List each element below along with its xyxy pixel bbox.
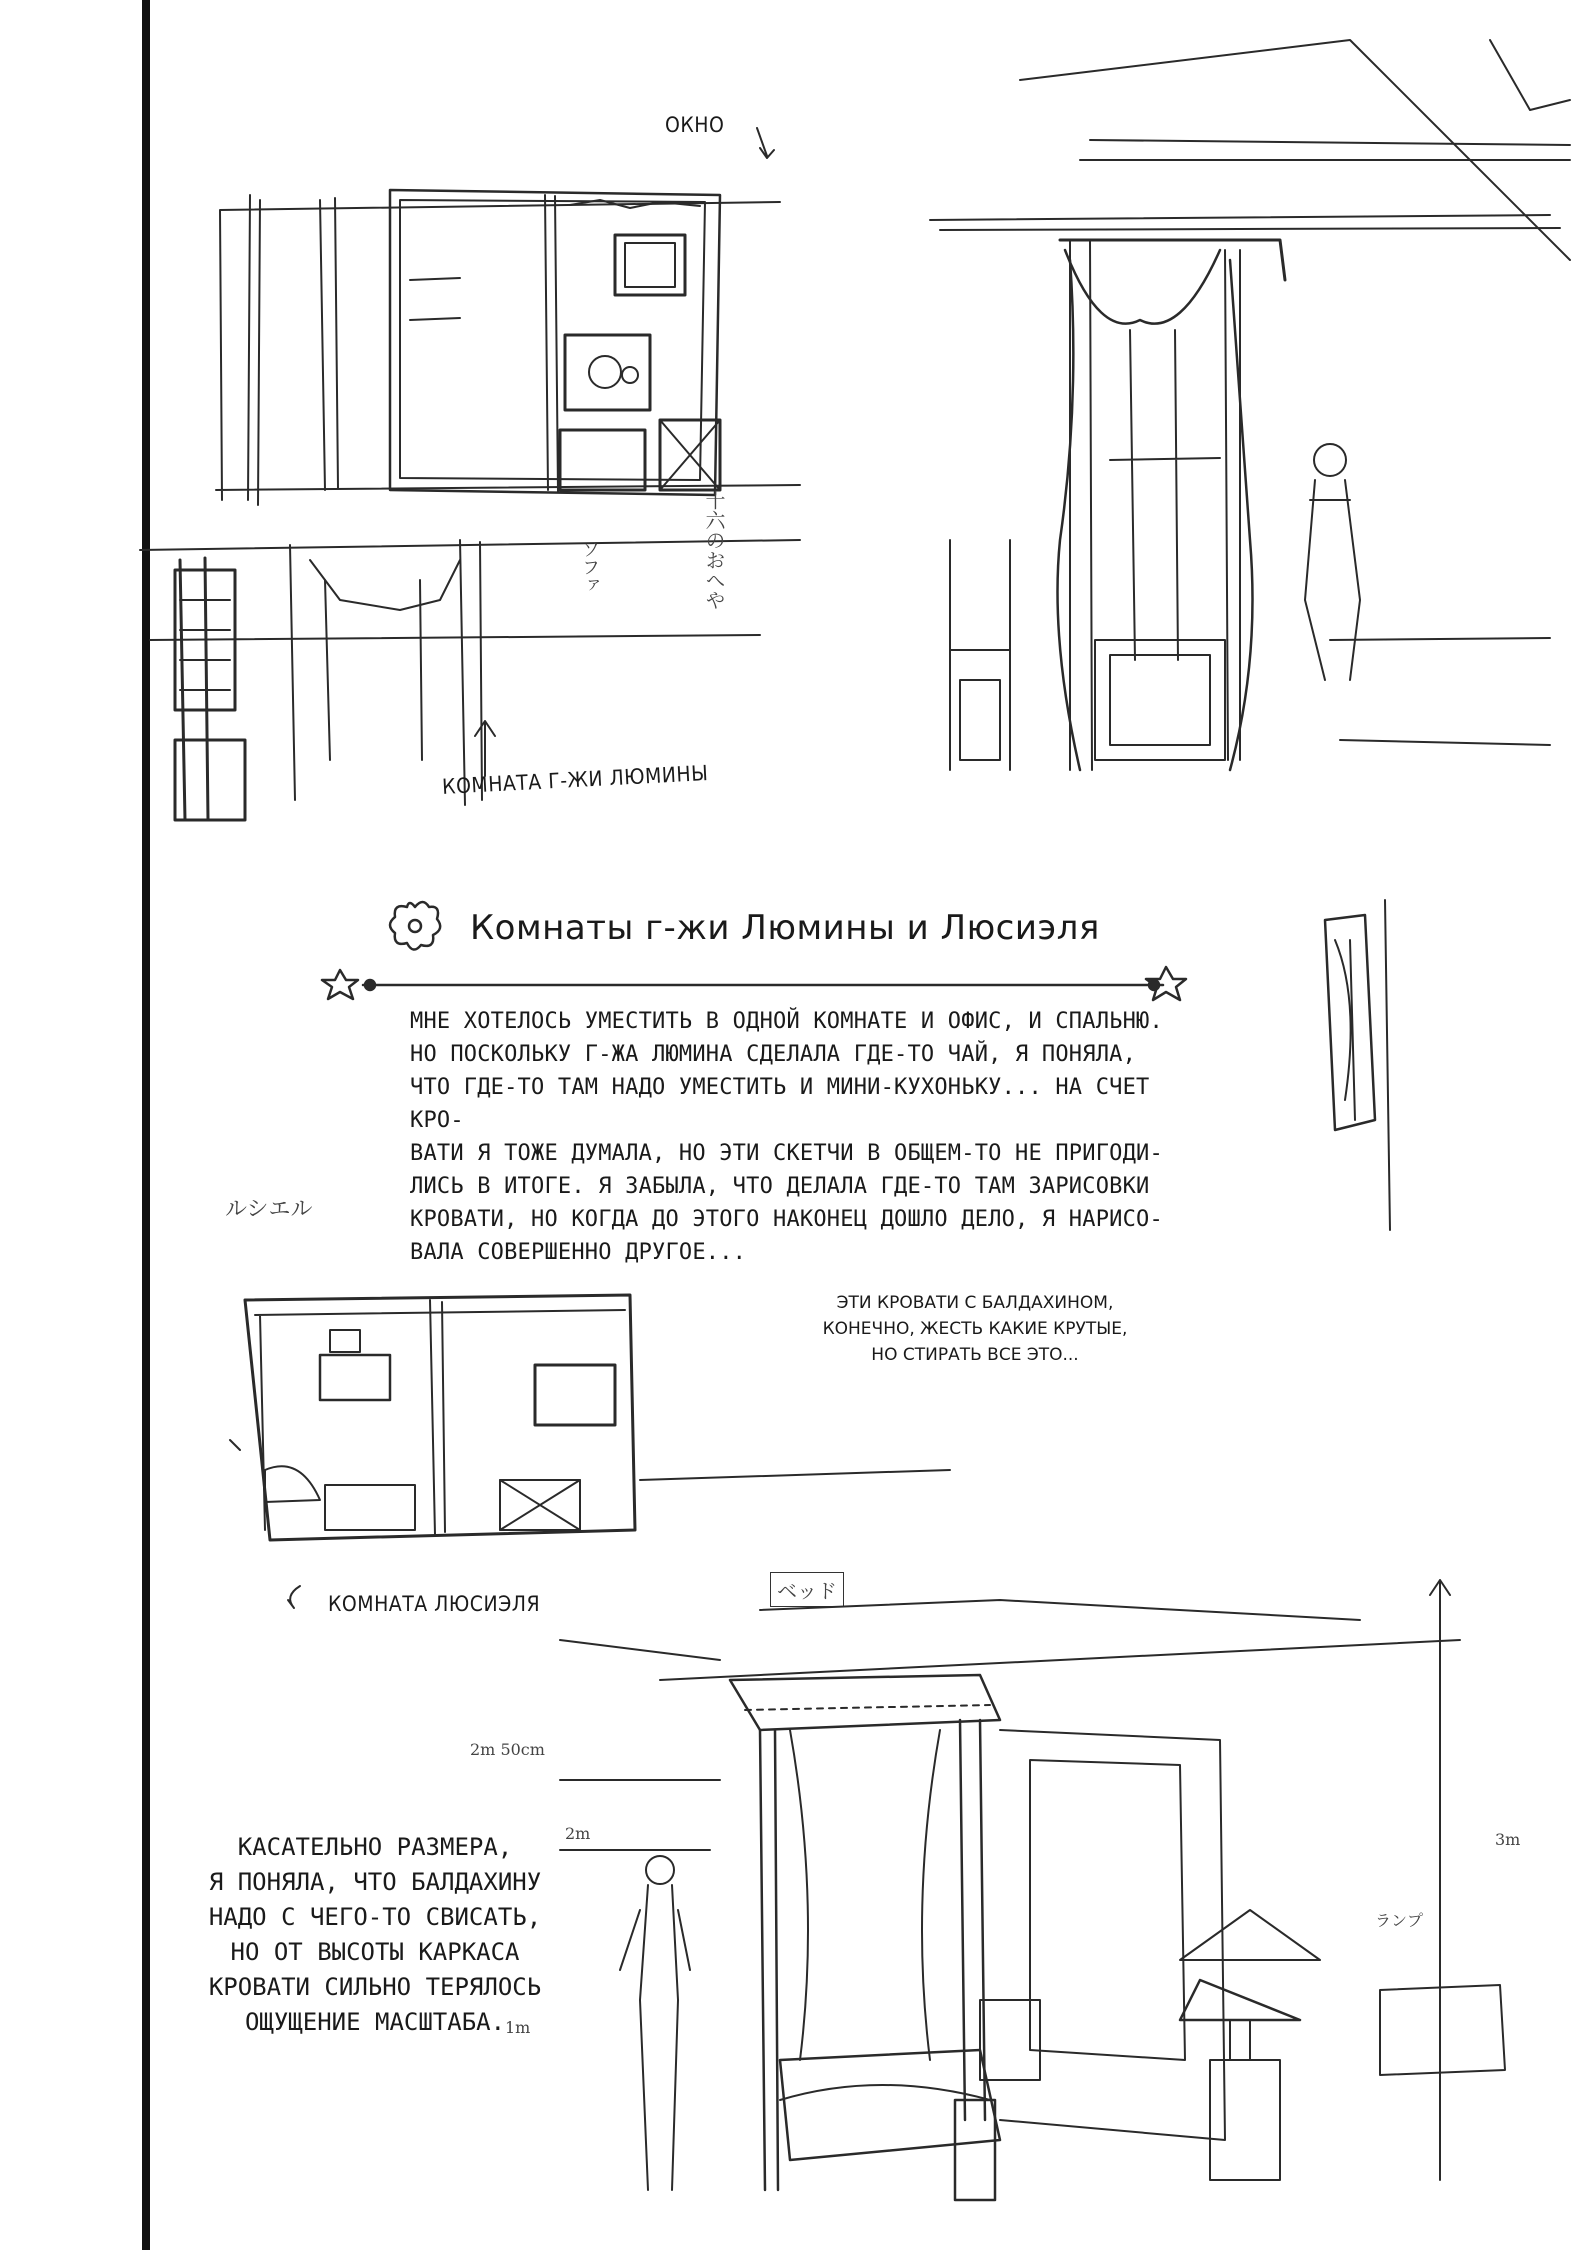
- canopy-note-line: ЭТИ КРОВАТИ С БАЛДАХИНОМ,: [836, 1293, 1114, 1313]
- canopy-note-line: КОНЕЧНО, ЖЕСТЬ КАКИЕ КРУТЫЕ,: [822, 1319, 1128, 1339]
- scale-mark: 1m: [505, 2018, 531, 2037]
- canopy-note-line: НО СТИРАТЬ ВСЕ ЭТО...: [871, 1345, 1079, 1365]
- scribble-note: ソファ: [579, 540, 600, 594]
- size-note: [195, 1830, 555, 2040]
- canopy-note: [815, 1290, 1135, 1368]
- paragraph-line: ЛИСЬ В ИТОГЕ. Я ЗАБЫЛА, ЧТО ДЕЛАЛА ГДЕ-ТО ТАМ ЗАРИСОВКИ: [410, 1174, 1150, 1199]
- paragraph-line: КРОВАТИ, НО КОГДА ДО ЭТОГО НАКОНЕЦ ДОШЛО ДЕЛО, Я НАРИСО-: [410, 1207, 1163, 1232]
- sketch-tall-figure: [1305, 900, 1395, 1240]
- label-lumina-room: КОМНАТА Г-ЖИ ЛЮМИНЫ: [441, 761, 709, 799]
- section-title: Комнаты г-жи Люмины и Люсиэля: [470, 908, 1100, 948]
- scribble-note: 十六のおへや: [702, 490, 726, 610]
- size-note-line: КАСАТЕЛЬНО РАЗМЕРА,: [237, 1833, 513, 1861]
- label-window: ОКНО: [665, 113, 725, 137]
- size-note-line: КРОВАТИ СИЛЬНО ТЕРЯЛОСЬ: [208, 1973, 542, 2001]
- paragraph-line: НО ПОСКОЛЬКУ Г-ЖА ЛЮМИНА СДЕЛАЛА ГДЕ-ТО ЧАЙ, Я ПОНЯЛА,: [410, 1042, 1137, 1067]
- paragraph-line: ВАТИ Я ТОЖЕ ДУМАЛА, НО ЭТИ СКЕТЧИ В ОБЩЕМ-ТО НЕ ПРИГОДИ-: [410, 1141, 1163, 1166]
- sketch-window-curtains: [930, 40, 1570, 840]
- scale-mark: 2m: [565, 1824, 591, 1843]
- page-border: [142, 0, 150, 2250]
- size-note-line: Я ПОНЯЛА, ЧТО БАЛДАХИНУ: [208, 1868, 542, 1896]
- arrow-up-icon: [470, 718, 500, 778]
- section-paragraph: [410, 1005, 1170, 1269]
- arrow-down-icon: [752, 126, 782, 166]
- size-note-line: НО ОТ ВЫСОТЫ КАРКАСА: [230, 1938, 520, 1966]
- flower-icon: [385, 897, 445, 955]
- size-note-line: ОЩУЩЕНИЕ МАСШТАБА.: [244, 2008, 506, 2036]
- label-lucielle-room: КОМНАТА ЛЮСИЭЛЯ: [328, 1592, 541, 1616]
- paragraph-line: ВАЛА СОВЕРШЕННО ДРУГОЕ...: [410, 1240, 747, 1265]
- paragraph-line: ЧТО ГДЕ-ТО ТАМ НАДО УМЕСТИТЬ И МИНИ-КУХОНЬКУ... НА СЧЕТ КРО-: [410, 1075, 1150, 1133]
- arrow-curved-icon: [280, 1582, 310, 1612]
- scale-mark: 2m 50cm: [470, 1740, 545, 1759]
- annotation-bed: ベッド: [770, 1572, 844, 1607]
- scale-mark: 3m: [1495, 1830, 1521, 1849]
- annotation-lucielle: ルシエル: [225, 1197, 313, 1222]
- size-note-line: НАДО С ЧЕГО-ТО СВИСАТЬ,: [208, 1903, 542, 1931]
- paragraph-line: МНЕ ХОТЕЛОСЬ УМЕСТИТЬ В ОДНОЙ КОМНАТЕ И ОФИС, И СПАЛЬНЮ.: [410, 1009, 1163, 1034]
- annotation-lamp: ランプ: [1375, 1911, 1424, 1930]
- sketch-canopy-bed: [560, 1580, 1520, 2220]
